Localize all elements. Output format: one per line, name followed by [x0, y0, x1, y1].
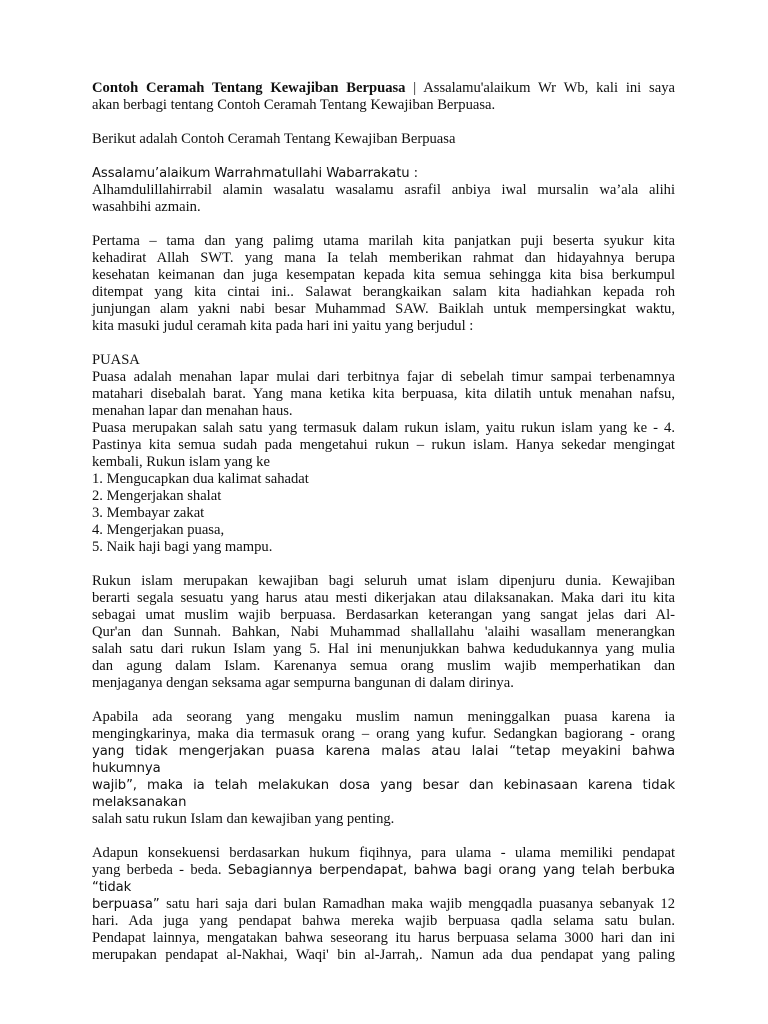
fiqh-paragraph — [92, 845, 675, 964]
intro-paragraph — [92, 80, 675, 114]
abandon-line-2: mengingkarinya, maka dia termasuk orang – orang yang kufur. Sedangkan bagiorang - orang — [92, 726, 675, 742]
abandon-paragraph — [92, 709, 675, 828]
abandon-line-5: salah satu rukun Islam dan kewajiban yang penting. — [92, 811, 395, 827]
document-page — [92, 80, 675, 964]
title-separator: | — [405, 80, 424, 96]
opening-line-3: kesehatan keimanan dan juga kesempatan kepada kita semua sehingga kita bisa berkumpul — [92, 267, 675, 283]
fiqh-line-1: Adapun konsekuensi berdasarkan hukum fiqihnya, para ulama - ulama memiliki pendapat — [92, 845, 675, 861]
abandon-line-4: wajib”, maka ia telah melakukan dosa yang besar dan kebinasaan karena tidak melaksanakan — [92, 778, 675, 810]
obligation-line-4: Qur'an dan Sunnah. Bahkan, Nabi Muhammad shallallahu 'alaihi wasallam menerangkan — [92, 624, 675, 640]
intro-line-2: akan berbagi tentang Contoh Ceramah Tentang Kewajiban Berpuasa. — [92, 97, 496, 113]
fiqh-line-2 — [92, 862, 675, 896]
fiqh-line-5: Pendapat lainnya, mengatakan bahwa seseorang itu harus berpuasa selama 3000 hari dan ini — [92, 930, 675, 946]
fiqh-line-4: hari. Ada juga yang pendapat bahwa mereka wajib berpuasa qadla selama satu bulan. — [92, 913, 675, 929]
abandon-line-1: Apabila ada seorang yang mengaku muslim namun meninggalkan puasa karena ia — [92, 709, 675, 725]
list-item: 2. Mengerjakan shalat — [92, 488, 222, 504]
obligation-line-1: Rukun islam merupakan kewajiban bagi seluruh umat islam dipenjuru dunia. Kewajiban — [92, 573, 675, 589]
greeting-line-3: wasahbihi azmain. — [92, 199, 201, 215]
definition-line-1: Puasa adalah menahan lapar mulai dari terbitnya fajar di sebelah timur sampai terbenamnya — [92, 369, 675, 385]
list-item: 5. Naik haji bagi yang mampu. — [92, 539, 273, 555]
opening-line-2: kehadirat Allah SWT. yang mana Ia telah memberikan rahmat dan hidayahnya berupa — [92, 250, 675, 266]
greeting-paragraph — [92, 165, 675, 216]
definition-line-3: menahan lapar dan menahan haus. — [92, 403, 293, 419]
list-item: 4. Mengerjakan puasa, — [92, 522, 225, 538]
subtitle-line: Berikut adalah Contoh Ceramah Tentang Kewajiban Berpuasa — [92, 131, 456, 147]
definition-line-2: matahari disebalah barat. Yang mana ketika kita berpuasa, kita dilatih untuk menahan nafsu, — [92, 386, 675, 402]
list-item: 3. Membayar zakat — [92, 505, 205, 521]
document-title: Contoh Ceramah Tentang Kewajiban Berpuasa — [92, 80, 406, 96]
fiqh-line-3-serif: satu hari saja dari bulan Ramadhan maka wajib mengqadla puasanya sebanyak 12 — [159, 896, 675, 912]
topic-section — [92, 352, 675, 556]
obligation-line-6: dan agung dalam Islam. Karenanya semua orang muslim wajib memperhatikan dan — [92, 658, 675, 674]
pillar-intro-line-2: Pastinya kita semua sudah pada mengetahui rukun – rukun islam. Hanya sekedar mengingat — [92, 437, 675, 453]
list-item: 1. Mengucapkan dua kalimat sahadat — [92, 471, 309, 487]
subtitle-paragraph — [92, 131, 675, 148]
opening-line-5: junjungan alam yakni nabi besar Muhammad SAW. Baiklah untuk mempersingkat waktu, — [92, 301, 675, 317]
fiqh-line-3 — [92, 896, 675, 913]
opening-line-4: ditempat yang kita cintai ini.. Salawat berangkaikan salam kita hadiahkan kepada roh — [92, 284, 675, 300]
fiqh-line-3-sans: berpuasa” — [92, 897, 160, 912]
intro-line-1 — [92, 80, 675, 97]
intro-text-1: Assalamu'alaikum Wr Wb, kali ini saya — [423, 80, 675, 96]
obligation-line-3: sebagai umat muslim wajib berpuasa. Berdasarkan keterangan yang sangat jelas dari Al- — [92, 607, 675, 623]
pillar-intro-line-3: kembali, Rukun islam yang ke — [92, 454, 270, 470]
greeting-line-1: Assalamu’alaikum Warrahmatullahi Wabarrakatu : — [92, 166, 418, 181]
opening-paragraph — [92, 233, 675, 335]
obligation-line-2: berarti segala sesuatu yang harus atau mesti dikerjakan atau dilaksanakan. Maka dari itu kita — [92, 590, 675, 606]
obligation-line-7: menjaganya dengan seksama agar sempurna bangunan di dalam dirinya. — [92, 675, 514, 691]
opening-line-6: kita masuki judul ceramah kita pada hari ini yaitu yang berjudul : — [92, 318, 474, 334]
obligation-line-5: salah satu dari rukun Islam yang 5. Hal ini menunjukkan bahwa kedudukannya yang mulia — [92, 641, 675, 657]
fiqh-line-2-serif: yang berbeda - beda. — [92, 862, 228, 878]
fiqh-line-6: merupakan pendapat al-Nakhai, Waqi' bin al-Jarrah,. Namun ada dua pendapat yang paling — [92, 947, 675, 963]
abandon-line-3: yang tidak mengerjakan puasa karena malas atau lalai “tetap meyakini bahwa hukumnya — [92, 744, 675, 776]
greeting-line-2: Alhamdulillahirrabil alamin wasalatu wasalamu asrafil anbiya iwal mursalin wa’ala alihi — [92, 182, 675, 198]
opening-line-1: Pertama – tama dan yang palimg utama marilah kita panjatkan puji beserta syukur kita — [92, 233, 675, 249]
pillar-intro-line-1: Puasa merupakan salah satu yang termasuk dalam rukun islam, yaitu rukun islam yang ke - 4. — [92, 420, 675, 436]
pillars-list — [92, 471, 675, 556]
topic-heading: PUASA — [92, 352, 140, 368]
fiqh-line-2-sans: Sebagiannya berpendapat, bahwa bagi orang yang telah berbuka “tidak — [92, 863, 676, 895]
obligation-paragraph — [92, 573, 675, 692]
